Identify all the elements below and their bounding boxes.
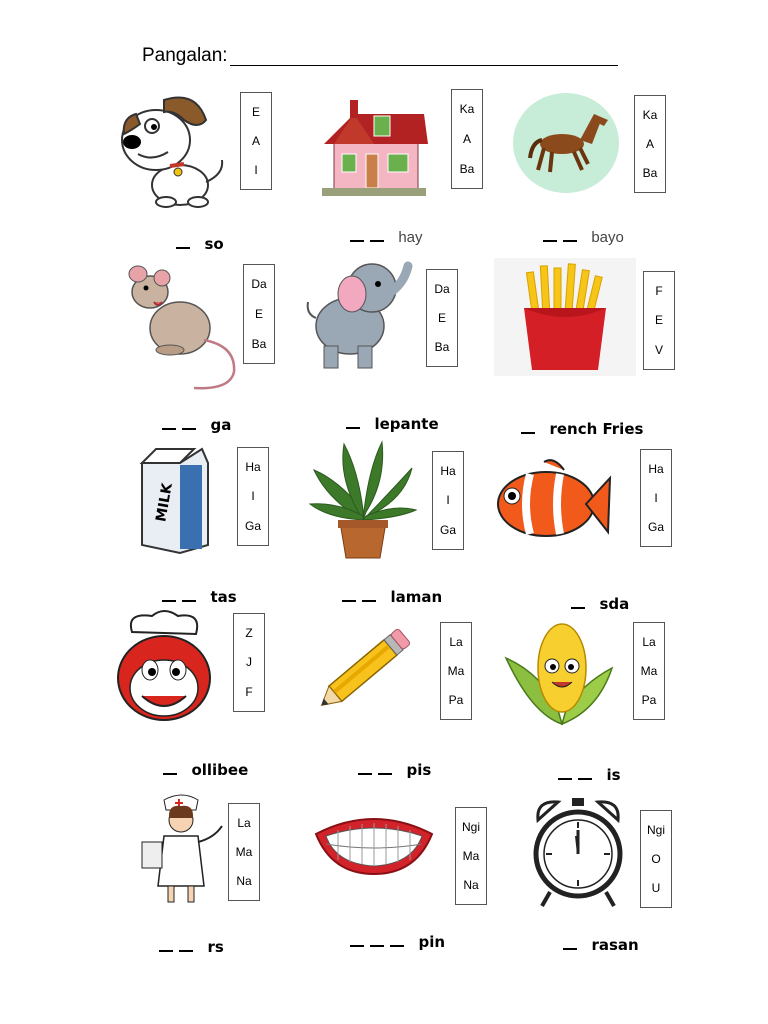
mouse-image <box>124 262 240 394</box>
choice[interactable]: Da <box>434 281 450 296</box>
choices-box-dog <box>240 92 272 190</box>
choice[interactable]: I <box>446 493 450 508</box>
choice[interactable]: Ha <box>245 459 261 474</box>
answer-blank[interactable] <box>159 938 199 956</box>
choice[interactable]: E <box>254 307 263 321</box>
word-clock: rasan <box>553 918 639 954</box>
choice[interactable]: Na <box>463 878 479 893</box>
choice[interactable]: Ma <box>235 844 253 859</box>
choice[interactable]: Ga <box>439 523 456 538</box>
word-milk: tas <box>152 570 237 606</box>
choice[interactable]: Ba <box>434 340 450 355</box>
word-elephant: lepante <box>336 397 439 433</box>
answer-blank[interactable] <box>162 416 202 434</box>
word-mouse: ga <box>152 398 231 434</box>
word-jollibee: ollibee <box>153 743 248 779</box>
choice[interactable]: Ba <box>642 166 658 181</box>
choices-box-horse <box>634 95 666 193</box>
choice[interactable]: E <box>251 104 260 119</box>
word-corn: is <box>548 748 621 784</box>
word-pencil: pis <box>348 743 431 779</box>
choice[interactable]: Ba <box>459 162 475 176</box>
choices-box-jollibee <box>233 613 265 712</box>
choice[interactable]: Ngi <box>461 819 480 834</box>
choice[interactable]: F <box>655 283 663 298</box>
answer-blank[interactable] <box>342 588 382 606</box>
choice[interactable]: Pa <box>641 693 657 708</box>
dog-image <box>118 90 234 208</box>
choices-box-teeth <box>455 807 487 905</box>
choice[interactable]: La <box>237 815 251 830</box>
word-teeth: pin <box>340 915 445 951</box>
choice[interactable]: E <box>437 310 446 325</box>
name-label: Pangalan: <box>142 45 228 66</box>
answer-blank[interactable] <box>163 761 183 779</box>
choices-box-fries <box>643 271 675 370</box>
choice[interactable]: Na <box>236 874 252 889</box>
choice[interactable]: V <box>654 343 663 358</box>
choice[interactable]: I <box>251 489 255 504</box>
nurse-image <box>134 790 228 908</box>
choice[interactable]: A <box>251 133 260 148</box>
name-line[interactable] <box>230 65 618 66</box>
choices-box-plant <box>432 451 464 550</box>
choice[interactable]: F <box>245 685 253 700</box>
word-house: hay <box>342 212 423 246</box>
choice[interactable]: Da <box>251 277 267 291</box>
choices-box-house <box>451 89 483 189</box>
answer-blank[interactable] <box>350 229 390 246</box>
choices-box-fish <box>640 449 672 547</box>
horse-image <box>512 92 620 194</box>
choices-box-elephant <box>426 269 458 367</box>
choice[interactable]: Ka <box>642 107 658 122</box>
milk-image <box>132 445 212 555</box>
answer-blank[interactable] <box>162 588 202 606</box>
answer-blank[interactable] <box>571 595 591 613</box>
choice[interactable]: O <box>651 851 661 866</box>
choice[interactable]: Ha <box>440 463 456 478</box>
word-nurse: rs <box>149 920 224 956</box>
answer-blank[interactable] <box>350 933 410 951</box>
choices-box-nurse <box>228 803 260 901</box>
answer-blank[interactable] <box>563 936 583 954</box>
choice[interactable]: Ma <box>447 663 465 678</box>
choice[interactable]: La <box>449 634 463 649</box>
choice[interactable]: Ga <box>244 519 261 534</box>
choice[interactable]: I <box>654 490 658 505</box>
jollibee-image <box>112 608 218 724</box>
plant-image <box>308 440 418 560</box>
teeth-image <box>312 810 436 876</box>
svg-text:MILK: MILK <box>153 481 176 524</box>
corn-image <box>502 614 616 728</box>
fries-image <box>494 258 636 376</box>
choices-box-corn <box>633 622 665 720</box>
answer-blank[interactable] <box>176 235 196 253</box>
choice[interactable]: E <box>654 313 663 328</box>
choices-box-milk <box>237 447 269 546</box>
choices-box-clock <box>640 810 672 908</box>
word-fish: sda <box>561 577 629 613</box>
choice[interactable]: A <box>462 132 471 146</box>
choices-box-mouse <box>243 264 275 364</box>
choice[interactable]: Ngi <box>646 822 665 837</box>
answer-blank[interactable] <box>521 420 541 438</box>
answer-blank[interactable] <box>558 766 598 784</box>
choice[interactable]: Z <box>245 625 253 640</box>
word-dog: so <box>166 217 224 253</box>
house-image <box>316 96 430 200</box>
elephant-image <box>304 254 416 374</box>
answer-blank[interactable] <box>346 415 366 433</box>
choices-box-pencil <box>440 622 472 720</box>
choice[interactable]: J <box>246 655 252 670</box>
choice[interactable]: Ma <box>640 663 658 678</box>
pencil-image <box>308 614 424 722</box>
choice[interactable]: La <box>642 634 656 649</box>
fish-image <box>494 456 612 550</box>
choice[interactable]: A <box>645 136 654 151</box>
word-horse: bayo <box>535 212 624 246</box>
choice[interactable]: Ha <box>648 461 664 476</box>
word-fries: rench Fries <box>511 402 643 438</box>
word-plant: laman <box>332 570 442 606</box>
choice[interactable]: Ma <box>462 848 480 863</box>
choice[interactable]: Ka <box>459 102 475 116</box>
answer-blank[interactable] <box>543 229 583 246</box>
answer-blank[interactable] <box>358 761 398 779</box>
choice[interactable]: Ga <box>647 520 664 535</box>
choice[interactable]: U <box>651 881 661 896</box>
choice[interactable]: Ba <box>251 337 267 351</box>
choice[interactable]: Pa <box>448 693 464 708</box>
choice[interactable]: I <box>254 163 258 178</box>
clock-image <box>530 796 626 908</box>
